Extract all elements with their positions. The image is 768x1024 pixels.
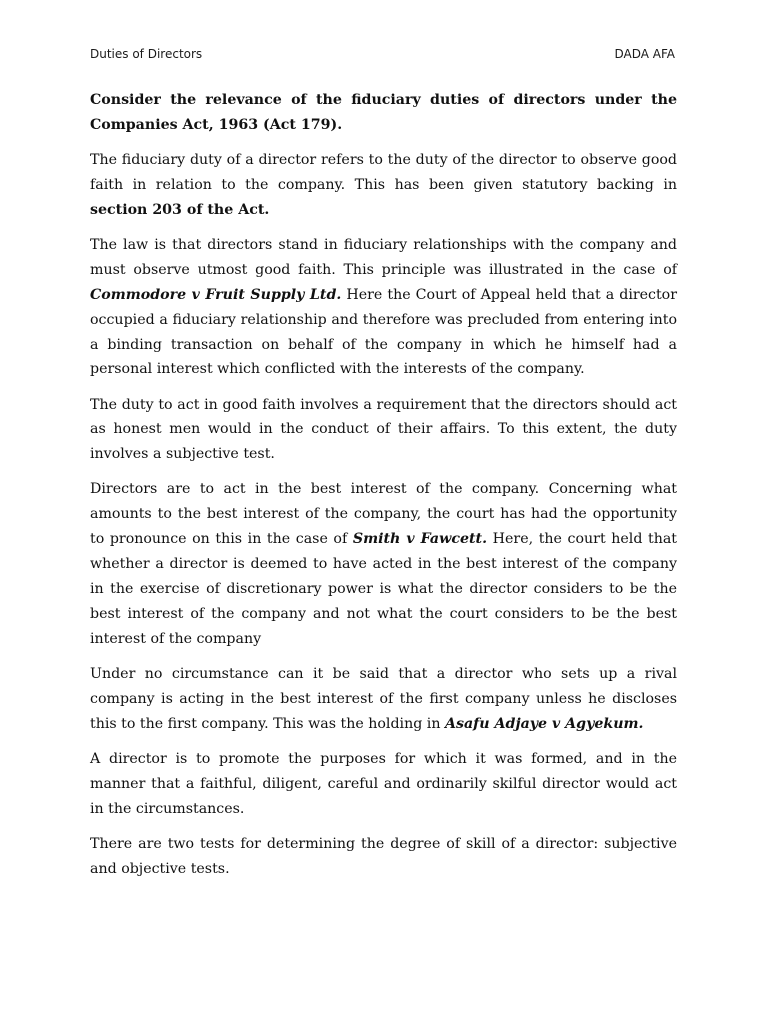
paragraph-best-interest xyxy=(90,477,677,651)
statute-reference: section 203 of the Act. xyxy=(90,201,270,218)
page-header xyxy=(90,47,675,65)
header-author: DADA AFA xyxy=(614,47,675,61)
paragraph-text: The law is that directors stand in fiduciary relationships with the company and must observe utmost good faith. This principle was illustrated in the case of xyxy=(90,236,677,278)
paragraph-text: Here, the court held that whether a director is deemed to have acted in the best interest of the company in the exercise of discretionary power is what the director considers to be the best interest of the company and not what the court considers to be the best interest of the company xyxy=(90,531,677,647)
document-body xyxy=(90,88,677,892)
paragraph-subjective-test: The duty to act in good faith involves a requirement that the directors should act as honest men would in the conduct of their affairs. To this extent, the duty involves a subjective test. xyxy=(90,396,677,463)
case-citation: Asafu Adjaye v Agyekum. xyxy=(444,715,644,732)
paragraph-rival-company xyxy=(90,662,677,737)
paragraph-text: Under no circumstance can it be said that a director who sets up a rival company is acting in the best interest of the first company unless he discloses this to the first company. This was the holding in xyxy=(90,665,677,732)
paragraph-promote-purposes: A director is to promote the purposes for which it was formed, and in the manner that a faithful, diligent, careful and ordinarily skilful director would act in the circumstances. xyxy=(90,750,677,817)
case-citation: Smith v Fawcett. xyxy=(352,531,488,548)
paragraph-text: The fiduciary duty of a director refers to the duty of the director to observe good faith in relation to the company. This has been given statutory backing in xyxy=(90,152,677,193)
paragraph-two-tests: There are two tests for determining the degree of skill of a director: subjective and objective tests. xyxy=(90,835,677,877)
header-title: Duties of Directors xyxy=(90,47,203,61)
paragraph-text: Directors are to act in the best interest of the company. Concerning what amounts to the best interest of the company, the court has had the opportunity to pronounce on this in the case of xyxy=(90,481,677,548)
paragraph-text: Here the Court of Appeal held that a director occupied a fiduciary relationship and therefore was precluded from entering into a binding transaction on behalf of the company in which he himself had a personal interest which conflicted with the interests of the company. xyxy=(90,286,678,378)
paragraph-good-faith xyxy=(90,233,677,382)
question-heading: Consider the relevance of the fiduciary duties of directors under the Companies Act, 1963 (Act 179). xyxy=(90,92,677,133)
case-citation: Commodore v Fruit Supply Ltd. xyxy=(90,286,342,303)
paragraph-fiduciary-duty xyxy=(90,148,677,223)
